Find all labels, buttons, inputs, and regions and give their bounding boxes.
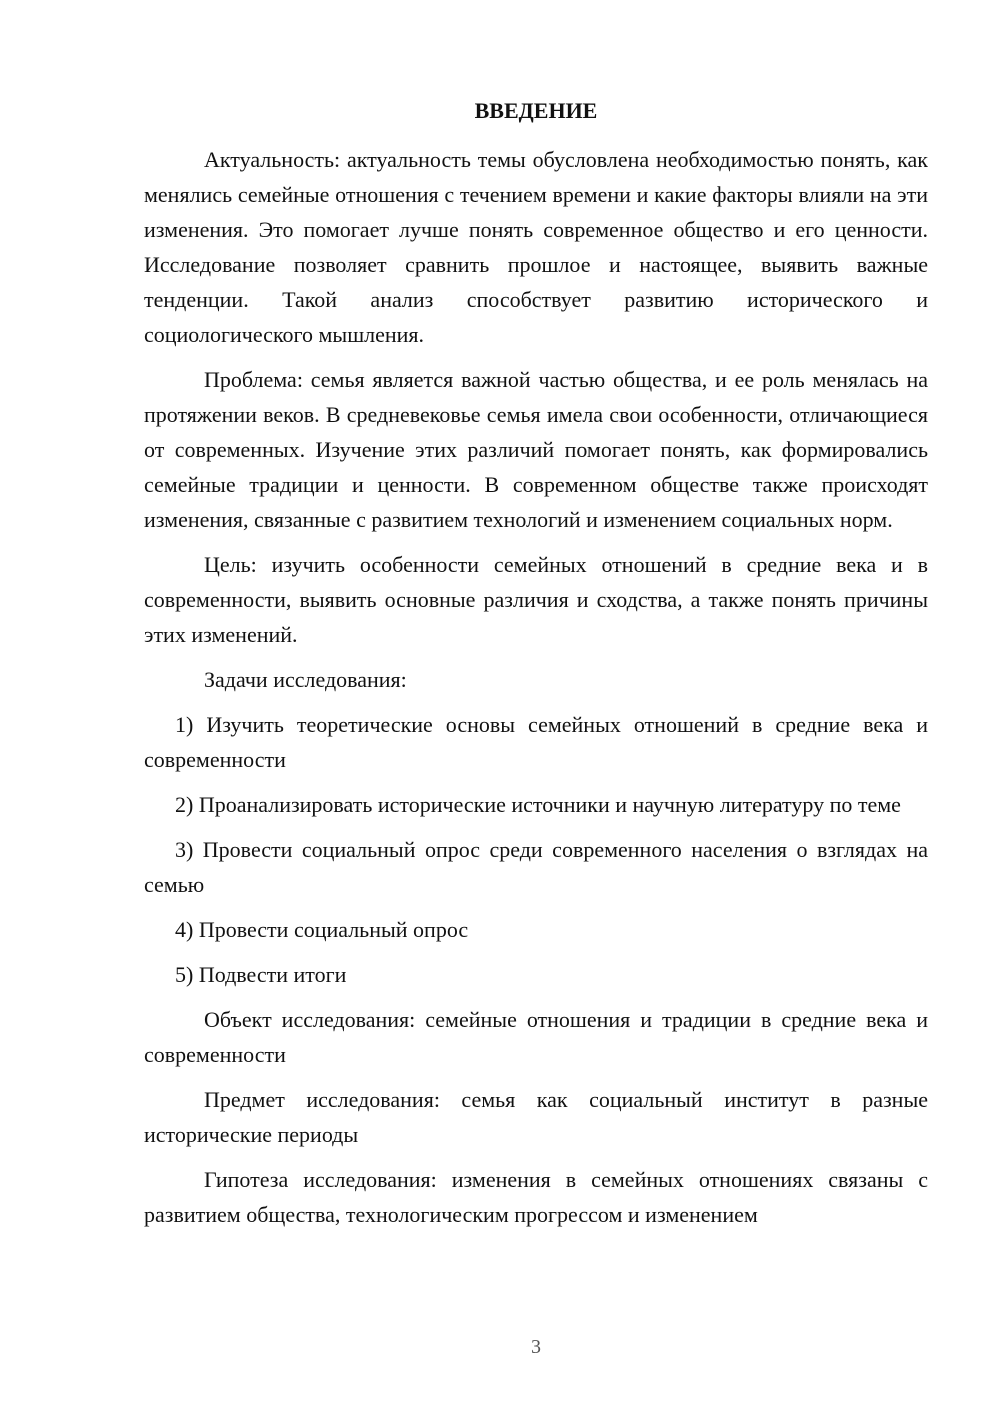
paragraph-subject: Предмет исследования: семья как социальный институт в разные исторические периоды xyxy=(144,1087,928,1147)
paragraph-tasks-heading: Задачи исследования: xyxy=(204,667,407,692)
task-item: 3) Провести социальный опрос среди современного населения о взглядах на семью xyxy=(144,837,928,897)
task-item: 5) Подвести итоги xyxy=(175,962,347,987)
paragraph-object: Объект исследования: семейные отношения и традиции в средние века и современности xyxy=(144,1007,928,1067)
paragraph-goal: Цель: изучить особенности семейных отношений в средние века и в современности, выявить основные различия и сходства, а также понять причины этих изменений. xyxy=(144,552,928,647)
paragraph-hypothesis: Гипотеза исследования: изменения в семейных отношениях связаны с развитием общества, технологическим прогрессом и изменением xyxy=(144,1167,928,1227)
paragraph-relevance: Актуальность: актуальность темы обусловлена необходимостью понять, как менялись семейные отношения с течением времени и какие факторы влияли на эти изменения. Это помогает лучше понять современное общество и его ценности. Исследование позволяет сравнить прошлое и настоящее, выявить важные тенденции. Такой анализ способствует развитию исторического и социологического мышления. xyxy=(144,147,928,347)
task-item: 1) Изучить теоретические основы семейных отношений в средние века и современности xyxy=(144,712,928,772)
task-item: 4) Провести социальный опрос xyxy=(175,917,469,942)
task-item: 2) Проанализировать исторические источники и научную литературу по теме xyxy=(175,792,901,817)
section-title: ВВЕДЕНИЕ xyxy=(474,98,598,123)
document-body xyxy=(144,142,928,1242)
page-number: 3 xyxy=(531,1336,541,1358)
paragraph-problem: Проблема: семья является важной частью общества, и ее роль менялась на протяжении веков. В средневековье семья имела свои особенности, отличающиеся от современных. Изучение этих различий помогает понять, как формировались семейные традиции и ценности. В современном обществе также происходят изменения, связанные с развитием технологий и изменением социальных норм. xyxy=(144,367,928,532)
